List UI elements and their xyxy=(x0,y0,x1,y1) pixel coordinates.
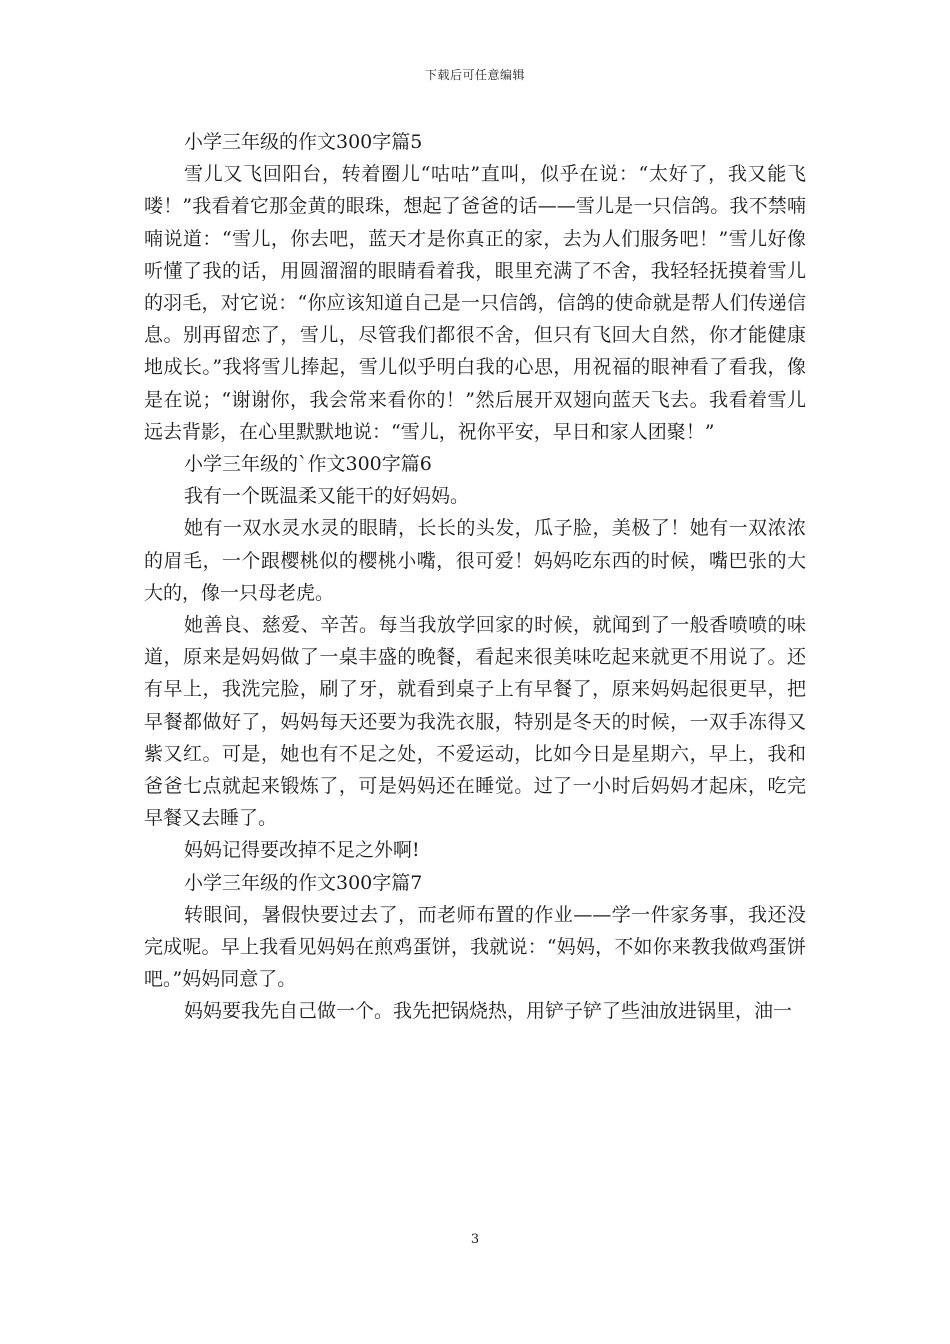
essay-heading-5: 小学三年级的作文300字篇5 xyxy=(184,131,423,153)
body-paragraph: 她善良、慈爱、辛苦。每当我放学回家的时候，就闻到了一般香喷喷的味道，原来是妈妈做了一桌丰盛的晚餐，看起来很美味吃起来就更不用说了。还有早上，我洗完脸，刷了牙，就看到桌子上有早餐了，原来妈妈起很更早，把早餐都做好了，妈妈每天还要为我洗衣服，特别是冬天的时候，一双手冻得又紫又红。可是，她也有不足之处，不爱运动，比如今日是星期六，早上，我和爸爸七点就起来锻炼了，可是妈妈还在睡觉。过了一小时后妈妈才起床，吃完早餐又去睡了。 xyxy=(144,614,806,830)
body-paragraph: 雪儿又飞回阳台，转着圈儿“咕咕”直叫，似乎在说：“太好了，我又能飞喽！”我看着它那金黄的眼珠，想起了爸爸的话——雪儿是一只信鸽。我不禁喃喃说道：“雪儿，你去吧，蓝天才是你真正的家，去为人们服务吧！”雪儿好像听懂了我的话，用圆溜溜的眼睛看着我，眼里充满了不舍，我轻轻抚摸着雪儿的羽毛，对它说：“你应该知道自己是一只信鸽，信鸽的使命就是帮人们传递信息。别再留恋了，雪儿，尽管我们都很不舍，但只有飞回大自然，你才能健康地成长。”我将雪儿捧起，雪儿似乎明白我的心思，用祝福的眼神看了看我，像是在说；“谢谢你，我会常来看你的！”然后展开双翅向蓝天飞去。我看着雪儿远去背影，在心里默默地说：“雪儿，祝你平安，早日和家人团聚！” xyxy=(144,163,806,443)
body-paragraph: 妈妈要我先自己做一个。我先把锅烧热，用铲子铲了些油放进锅里，油一 xyxy=(184,1000,793,1023)
body-paragraph: 妈妈记得要改掉不足之外啊! xyxy=(184,839,420,862)
essay-heading-6: 小学三年级的`作文300字篇6 xyxy=(184,453,432,476)
document-body xyxy=(144,126,806,1028)
body-paragraph: 转眼间，暑假快要过去了，而老师布置的作业——学一件家务事，我还没完成呢。早上我看见妈妈在煎鸡蛋饼，我就说：“妈妈，不如你来教我做鸡蛋饼吧。”妈妈同意了。 xyxy=(144,903,806,991)
page-number: 3 xyxy=(470,1232,480,1247)
body-paragraph: 她有一双水灵水灵的眼睛，长长的头发，瓜子脸，美极了！她有一双浓浓的眉毛，一个跟樱桃似的樱桃小嘴，很可爱！妈妈吃东西的时候，嘴巴张的大大的，像一只母老虎。 xyxy=(144,517,806,604)
essay-heading-7: 小学三年级的作文300字篇7 xyxy=(184,871,423,894)
body-paragraph: 我有一个既温柔又能干的好妈妈。 xyxy=(184,485,470,508)
page-header: 下载后可任意编辑 xyxy=(424,68,525,82)
